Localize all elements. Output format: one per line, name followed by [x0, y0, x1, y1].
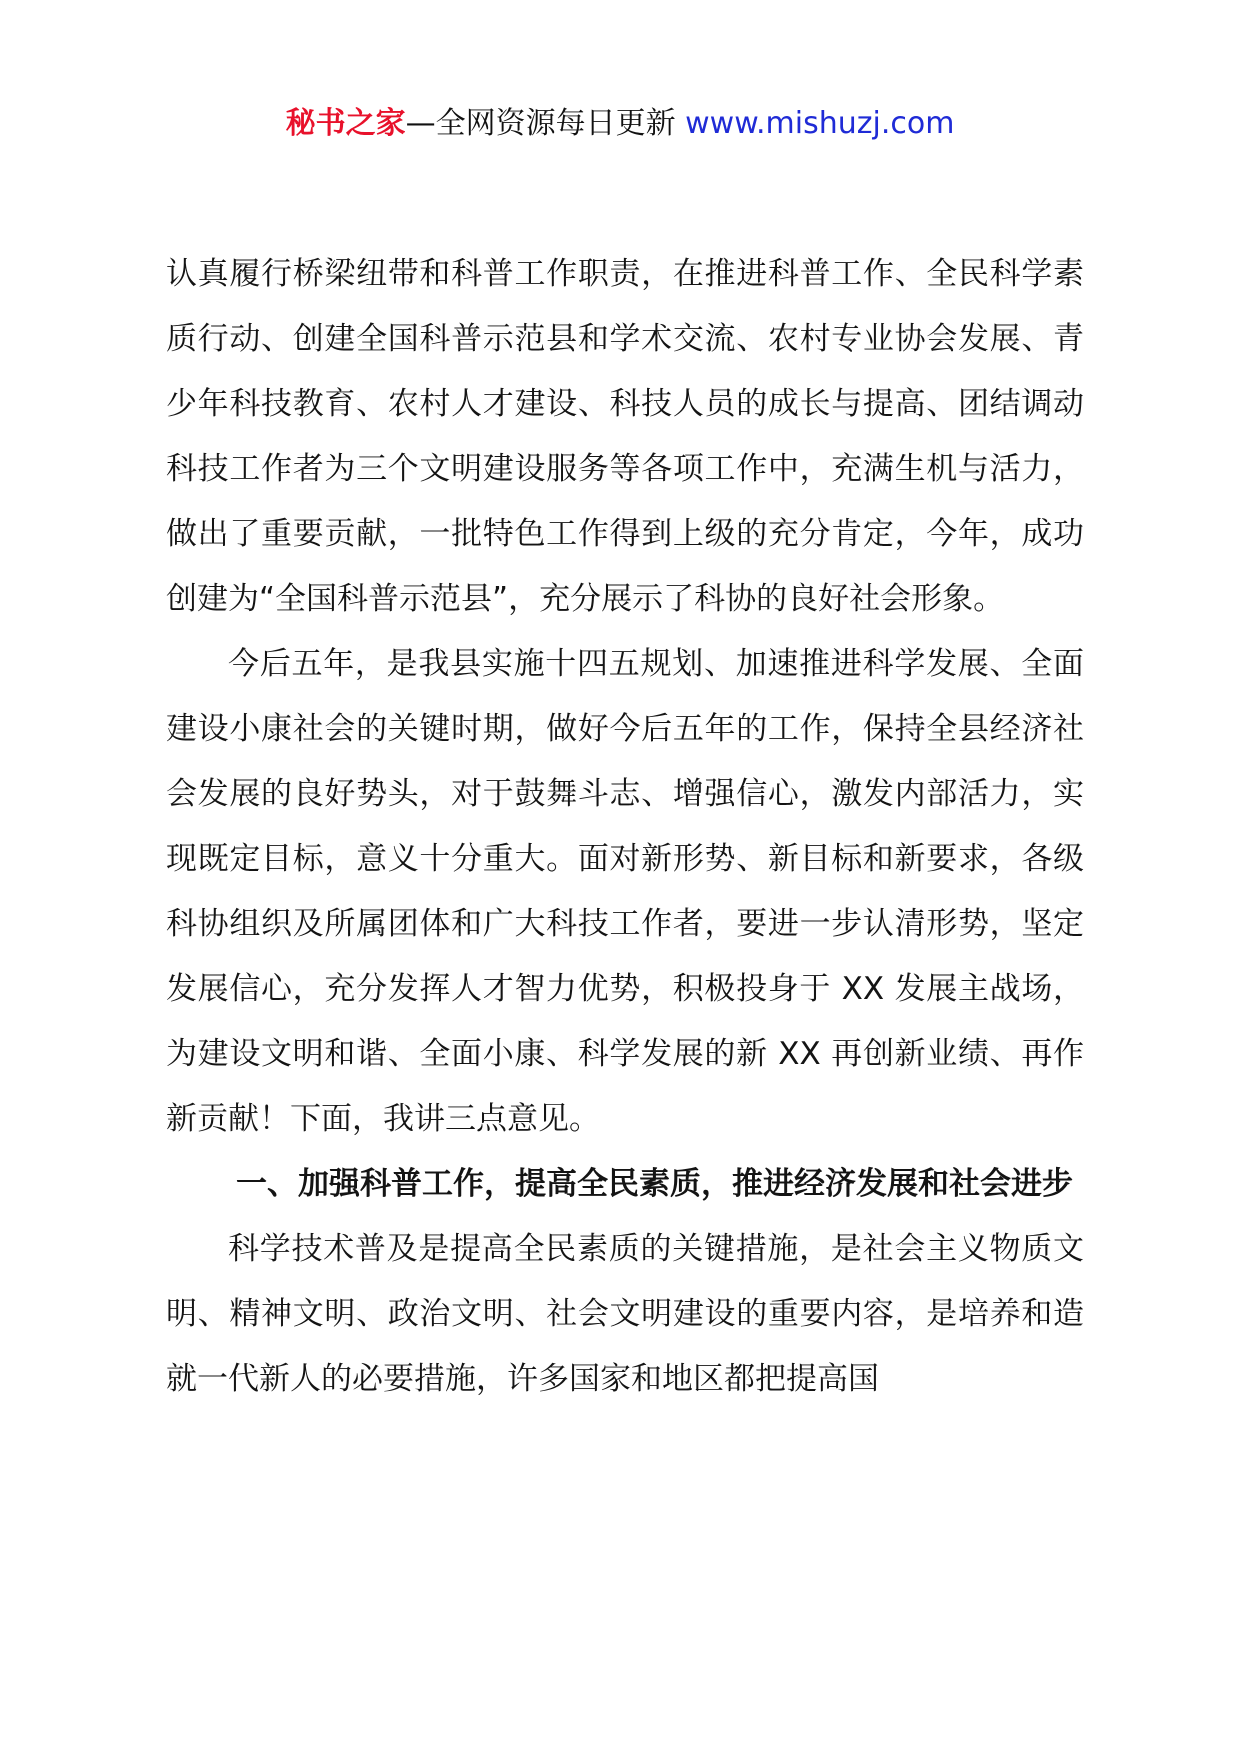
paragraph-next-five-years: 今后五年，是我县实施十四五规划、加速推进科学发展、全面建设小康社会的关键时期，做好今后五年的工作，保持全县经济社会发展的良好势头，对于鼓舞斗志、增强信心，激发内部活力，实现既定目标，意义十分重大。面对新形势、新目标和新要求，各级科协组织及所属团体和广大科技工作者，要进一步认清形势，坚定发展信心，充分发挥人才智力优势，积极投身于 XX 发展主战场，为建设文明和谐、全面小康、科学发展的新 XX 再创新业绩、再作新贡献！下面，我讲三点意见。	[166, 646, 1084, 1137]
document-body	[166, 242, 1084, 1412]
site-tagline: —全网资源每日更新	[405, 106, 686, 141]
site-brand: 秘书之家	[285, 106, 406, 141]
site-header	[0, 100, 1240, 148]
section-heading-one: 一、加强科普工作，提高全民素质，推进经济发展和社会进步	[236, 1166, 1073, 1202]
paragraph-continuation: 认真履行桥梁纽带和科普工作职责，在推进科普工作、全民科学素质行动、创建全国科普示范县和学术交流、农村专业协会发展、青少年科技教育、农村人才建设、科技人员的成长与提高、团结调动科技工作者为三个文明建设服务等各项工作中，充满生机与活力，做出了重要贡献，一批特色工作得到上级的充分肯定，今年，成功创建为“全国科普示范县”，充分展示了科协的良好社会形象。	[166, 256, 1084, 617]
site-url-link[interactable]: www.mishuzj.com	[685, 106, 955, 141]
paragraph-science-popularization: 科学技术普及是提高全民素质的关键措施，是社会主义物质文明、精神文明、政治文明、社会文明建设的重要内容，是培养和造就一代新人的必要措施，许多国家和地区都把提高国	[166, 1231, 1084, 1397]
